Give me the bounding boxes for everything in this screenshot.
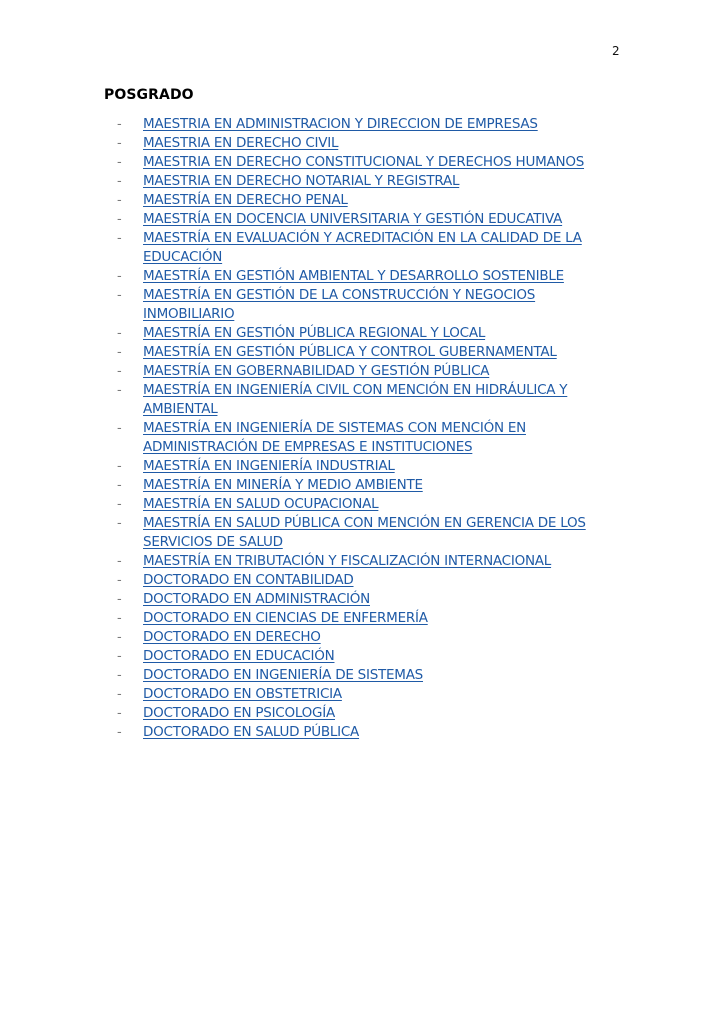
program-link[interactable]: MAESTRIA EN DERECHO NOTARIAL Y REGISTRAL — [143, 173, 460, 189]
bullet-dash: - — [117, 326, 122, 341]
bullet-dash: - — [117, 497, 122, 512]
program-item — [117, 153, 607, 172]
program-item — [117, 191, 607, 210]
program-item — [117, 324, 607, 343]
program-item — [117, 286, 607, 324]
bullet-dash: - — [117, 668, 122, 683]
program-link[interactable]: DOCTORADO EN PSICOLOGÍA — [143, 705, 335, 721]
program-item — [117, 343, 607, 362]
bullet-dash: - — [117, 592, 122, 607]
program-item — [117, 267, 607, 286]
program-item — [117, 172, 607, 191]
program-link[interactable]: MAESTRÍA EN GOBERNABILIDAD Y GESTIÓN PÚBLICA — [143, 363, 490, 379]
program-link[interactable]: MAESTRÍA EN GESTIÓN DE LA CONSTRUCCIÓN Y NEGOCIOS INMOBILIARIO — [143, 287, 536, 322]
program-link[interactable]: DOCTORADO EN CONTABILIDAD — [143, 572, 354, 588]
program-item — [117, 685, 607, 704]
program-link[interactable]: MAESTRÍA EN DOCENCIA UNIVERSITARIA Y GESTIÓN EDUCATIVA — [143, 211, 563, 227]
section-title: POSGRADO — [104, 87, 194, 103]
program-link[interactable]: MAESTRÍA EN GESTIÓN AMBIENTAL Y DESARROLLO SOSTENIBLE — [143, 268, 564, 284]
program-item — [117, 210, 607, 229]
bullet-dash: - — [117, 383, 122, 398]
bullet-dash: - — [117, 212, 122, 227]
program-link[interactable]: MAESTRÍA EN SALUD PÚBLICA CON MENCIÓN EN GERENCIA DE LOS SERVICIOS DE SALUD — [143, 515, 586, 550]
program-item — [117, 419, 607, 457]
program-item — [117, 571, 607, 590]
bullet-dash: - — [117, 136, 122, 151]
program-item — [117, 457, 607, 476]
program-item — [117, 647, 607, 666]
program-link[interactable]: MAESTRÍA EN EVALUACIÓN Y ACREDITACIÓN EN LA CALIDAD DE LA EDUCACIÓN — [143, 230, 582, 265]
bullet-dash: - — [117, 573, 122, 588]
program-link[interactable]: MAESTRÍA EN TRIBUTACIÓN Y FISCALIZACIÓN INTERNACIONAL — [143, 553, 552, 569]
program-link[interactable]: MAESTRÍA EN INGENIERÍA INDUSTRIAL — [143, 458, 395, 474]
program-item — [117, 628, 607, 647]
bullet-dash: - — [117, 269, 122, 284]
program-link[interactable]: MAESTRÍA EN DERECHO PENAL — [143, 192, 348, 208]
bullet-dash: - — [117, 725, 122, 740]
program-item — [117, 590, 607, 609]
program-link[interactable]: DOCTORADO EN INGENIERÍA DE SISTEMAS — [143, 667, 424, 683]
bullet-dash: - — [117, 288, 122, 303]
bullet-dash: - — [117, 193, 122, 208]
program-item — [117, 723, 607, 742]
program-link[interactable]: DOCTORADO EN CIENCIAS DE ENFERMERÍA — [143, 610, 428, 626]
program-item — [117, 704, 607, 723]
program-link[interactable]: MAESTRÍA EN INGENIERÍA DE SISTEMAS CON MENCIÓN EN ADMINISTRACIÓN DE EMPRESAS E INSTITUCIONES — [143, 420, 526, 455]
bullet-dash: - — [117, 421, 122, 436]
bullet-dash: - — [117, 478, 122, 493]
program-link[interactable]: MAESTRÍA EN MINERÍA Y MEDIO AMBIENTE — [143, 477, 423, 493]
program-link[interactable]: MAESTRÍA EN SALUD OCUPACIONAL — [143, 496, 379, 512]
bullet-dash: - — [117, 174, 122, 189]
program-link[interactable]: MAESTRÍA EN GESTIÓN PÚBLICA Y CONTROL GUBERNAMENTAL — [143, 344, 557, 360]
program-item — [117, 381, 607, 419]
bullet-dash: - — [117, 459, 122, 474]
program-link[interactable]: MAESTRÍA EN INGENIERÍA CIVIL CON MENCIÓN EN HIDRÁULICA Y AMBIENTAL — [143, 382, 568, 417]
program-item — [117, 362, 607, 381]
program-link[interactable]: DOCTORADO EN ADMINISTRACIÓN — [143, 591, 370, 607]
program-item — [117, 229, 607, 267]
bullet-dash: - — [117, 345, 122, 360]
program-link[interactable]: DOCTORADO EN SALUD PÚBLICA — [143, 724, 360, 740]
program-item — [117, 666, 607, 685]
program-item — [117, 552, 607, 571]
program-list — [117, 115, 607, 742]
program-link[interactable]: MAESTRIA EN ADMINISTRACION Y DIRECCION DE EMPRESAS — [143, 116, 538, 132]
bullet-dash: - — [117, 554, 122, 569]
program-item — [117, 514, 607, 552]
program-link[interactable]: MAESTRÍA EN GESTIÓN PÚBLICA REGIONAL Y LOCAL — [143, 325, 486, 341]
program-item — [117, 134, 607, 153]
bullet-dash: - — [117, 231, 122, 246]
bullet-dash: - — [117, 687, 122, 702]
bullet-dash: - — [117, 155, 122, 170]
bullet-dash: - — [117, 364, 122, 379]
page-number: 2 — [612, 44, 620, 58]
program-link[interactable]: MAESTRIA EN DERECHO CIVIL — [143, 135, 339, 151]
program-item — [117, 476, 607, 495]
bullet-dash: - — [117, 706, 122, 721]
bullet-dash: - — [117, 516, 122, 531]
program-link[interactable]: DOCTORADO EN EDUCACIÓN — [143, 648, 335, 664]
program-link[interactable]: MAESTRIA EN DERECHO CONSTITUCIONAL Y DERECHOS HUMANOS — [143, 154, 585, 170]
program-item — [117, 609, 607, 628]
bullet-dash: - — [117, 117, 122, 132]
bullet-dash: - — [117, 649, 122, 664]
program-link[interactable]: DOCTORADO EN OBSTETRICIA — [143, 686, 342, 702]
bullet-dash: - — [117, 630, 122, 645]
program-link[interactable]: DOCTORADO EN DERECHO — [143, 629, 321, 645]
program-item — [117, 115, 607, 134]
program-item — [117, 495, 607, 514]
bullet-dash: - — [117, 611, 122, 626]
